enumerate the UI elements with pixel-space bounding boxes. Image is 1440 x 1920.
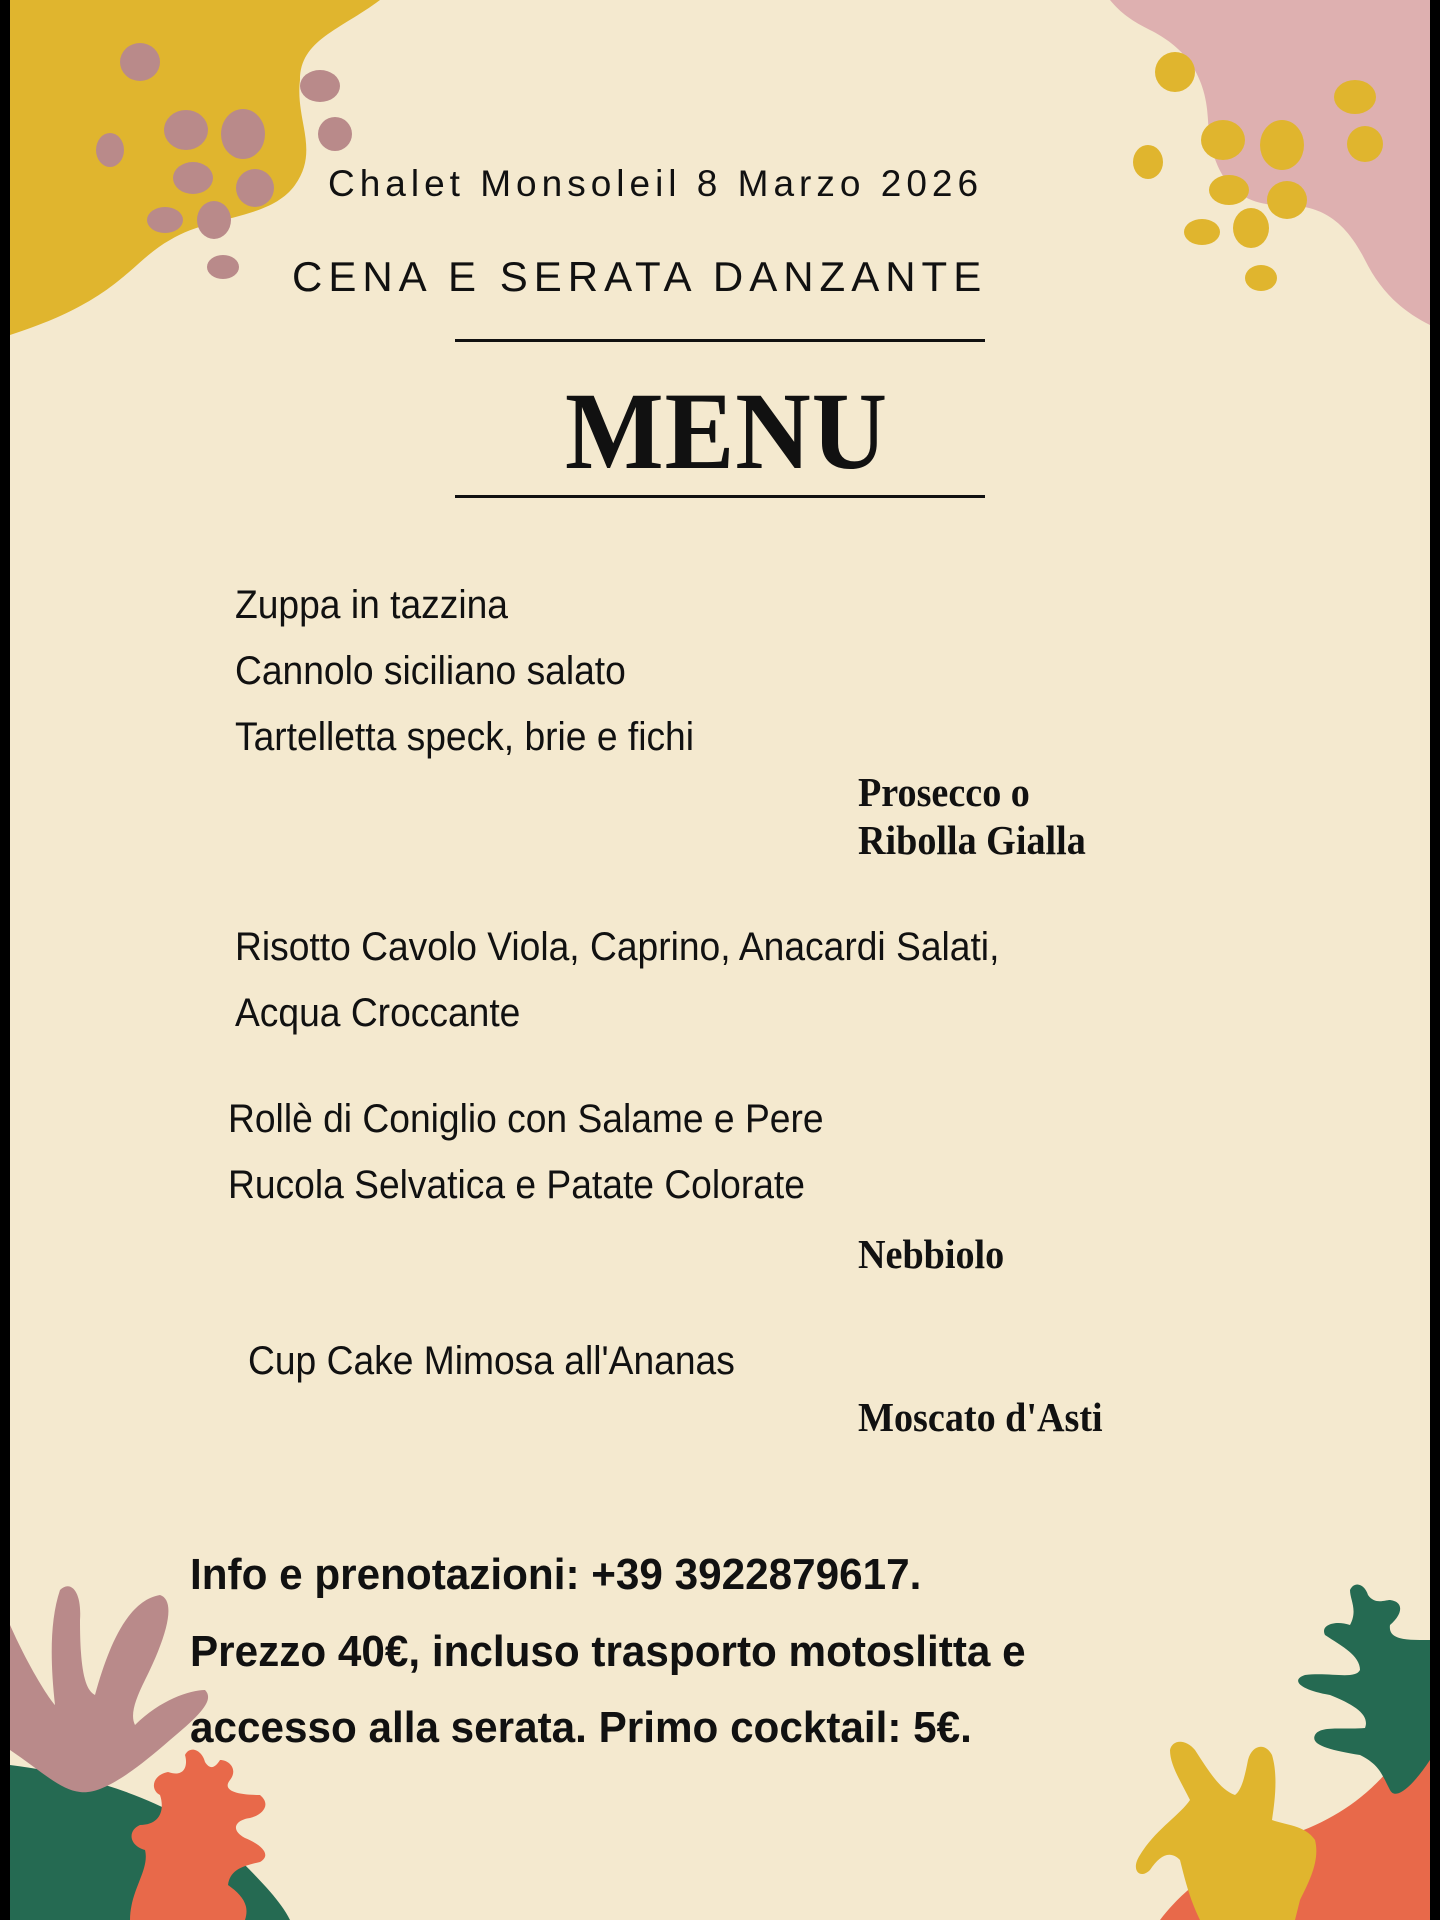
top-divider bbox=[455, 339, 985, 342]
dish-item: Acqua Croccante bbox=[235, 991, 521, 1035]
menu-title: MENU bbox=[565, 370, 889, 492]
bottom-divider bbox=[455, 495, 985, 498]
menu-poster bbox=[10, 0, 1430, 1920]
venue-and-date: Chalet Monsoleil 8 Marzo 2026 bbox=[328, 163, 984, 204]
dish-item: Rollè di Coniglio con Salame e Pere bbox=[228, 1097, 824, 1141]
wine-pairing: Moscato d'Asti bbox=[858, 1394, 1103, 1440]
mustard-leaf-bottom-right bbox=[1136, 1742, 1316, 1920]
wine-pairing: Prosecco o bbox=[858, 769, 1030, 815]
info-price: Prezzo 40€, incluso trasporto motoslitta e bbox=[190, 1627, 1026, 1676]
dish-item: Cannolo siciliano salato bbox=[235, 649, 626, 693]
info-contact: Info e prenotazioni: +39 3922879617. bbox=[190, 1550, 922, 1599]
info-access: accesso alla serata. Primo cocktail: 5€. bbox=[190, 1703, 972, 1752]
dish-item: Cup Cake Mimosa all'Ananas bbox=[248, 1339, 735, 1383]
wine-pairing: Ribolla Gialla bbox=[858, 817, 1086, 863]
wine-pairing: Nebbiolo bbox=[858, 1231, 1005, 1277]
dish-item: Zuppa in tazzina bbox=[235, 583, 508, 627]
dish-item: Rucola Selvatica e Patate Colorate bbox=[228, 1163, 805, 1207]
green-leaf-bottom-right bbox=[1298, 1585, 1430, 1794]
mauve-leaf-bottom-left bbox=[10, 1586, 208, 1792]
dish-item: Risotto Cavolo Viola, Caprino, Anacardi Salati, bbox=[235, 925, 1000, 969]
event-subtitle: CENA E SERATA DANZANTE bbox=[292, 253, 988, 300]
dish-item: Tartelletta speck, brie e fichi bbox=[235, 715, 695, 759]
